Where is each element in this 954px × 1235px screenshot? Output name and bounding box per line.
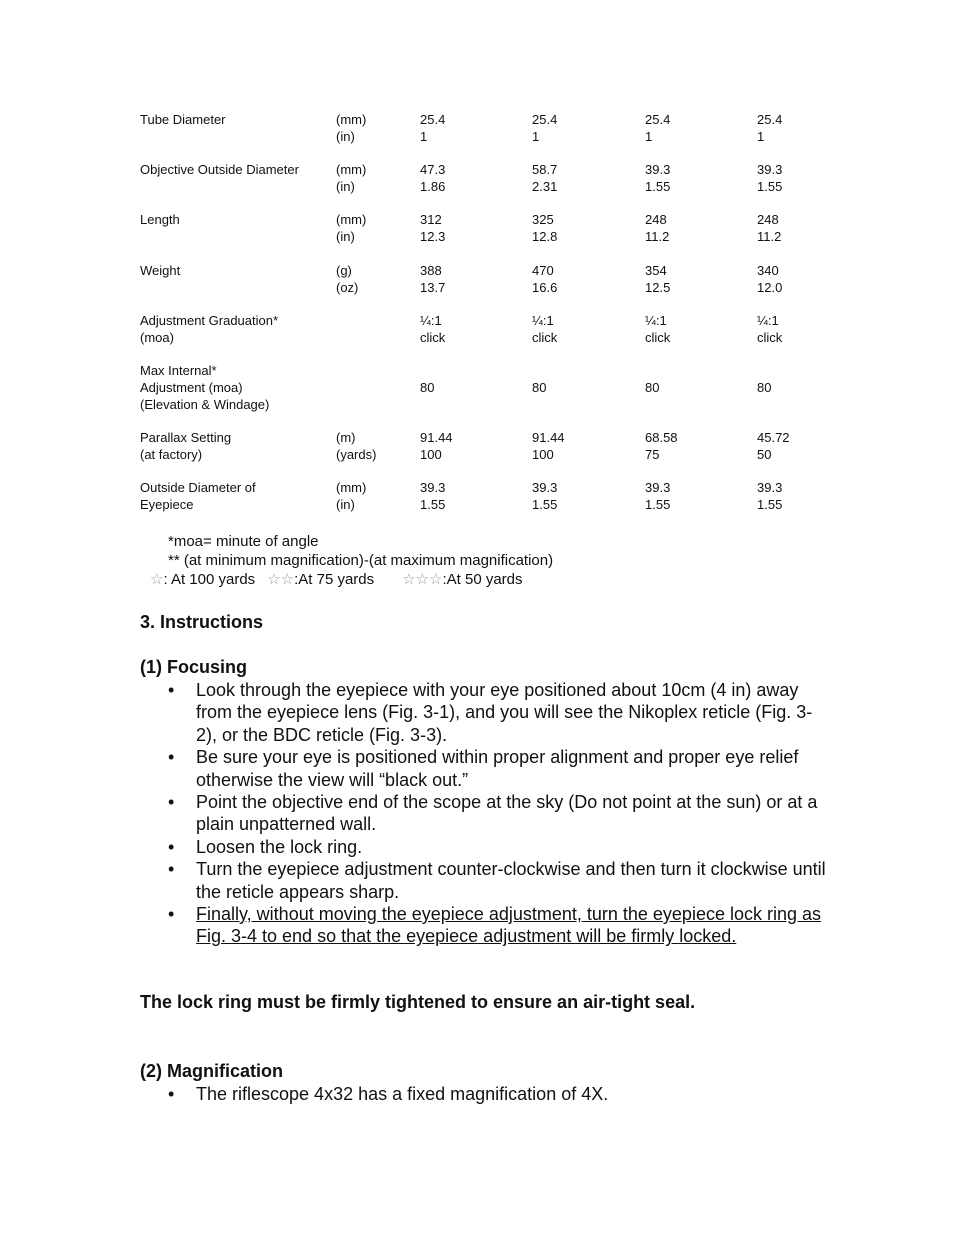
spec-label: Max Internal* Adjustment (moa) (Elevation & Windage) (140, 363, 270, 412)
spec-value: 45.72 50 (757, 430, 790, 462)
spec-value: ¼:1 click (420, 313, 446, 345)
spec-label: Outside Diameter of Eyepiece (140, 480, 256, 512)
spec-value: 68.58 75 (645, 430, 678, 462)
spec-value: 248 11.2 (645, 212, 670, 244)
list-item: • Finally, without moving the eyepiece adjustment, turn the eyepiece lock ring as Fig. 3-4 to end so that the eyepiece adjustment will be firmly locked. (168, 904, 821, 947)
spec-value: 388 13.7 (420, 263, 446, 295)
spec-label: Adjustment Graduation* (moa) (140, 313, 279, 345)
spec-value: 39.3 1.55 (420, 480, 446, 512)
magnification-list (140, 1083, 830, 1105)
bullet-icon: • (168, 792, 175, 813)
spec-value: 25.4 1 (757, 112, 783, 144)
spec-value: 80 (757, 380, 772, 395)
spec-value: 248 11.2 (757, 212, 782, 244)
spec-unit: (mm) (in) (336, 162, 367, 194)
star-icon: ☆☆ (267, 571, 295, 588)
spec-value: 39.3 1.55 (645, 162, 671, 194)
spec-label: Tube Diameter (140, 112, 226, 127)
spec-value: ¼:1 click (532, 313, 558, 345)
spec-label: Objective Outside Diameter (140, 162, 299, 177)
spec-value: 325 12.8 (532, 212, 558, 244)
spec-label: Length (140, 212, 180, 227)
spec-value: 25.4 1 (645, 112, 671, 144)
section-title: 3. Instructions (140, 612, 264, 632)
spec-value: 312 12.3 (420, 212, 446, 244)
spec-value: 39.3 1.55 (757, 162, 783, 194)
spec-unit: (mm) (in) (336, 480, 367, 512)
list-item: • Look through the eyepiece with your eye positioned about 10cm (4 in) away from the eyepiece lens (Fig. 3-1), and you will see the Nikoplex reticle (Fig. 3-2), or the BDC reticle (Fig. 3-3). (168, 680, 813, 745)
star-legend-75: :At 75 yards (294, 571, 375, 588)
spec-value: 80 (532, 380, 547, 395)
spec-value: 39.3 1.55 (757, 480, 783, 512)
focusing-list (140, 679, 830, 948)
list-item: • The riflescope 4x32 has a fixed magnification of 4X. (168, 1084, 609, 1104)
spec-unit: (mm) (in) (336, 212, 367, 244)
magnification-heading: (2) Magnification (140, 1061, 283, 1081)
spec-value: 80 (420, 380, 435, 395)
lock-ring-warning: The lock ring must be firmly tightened to ensure an air-tight seal. (140, 992, 696, 1012)
spec-value: 39.3 1.55 (645, 480, 671, 512)
bullet-icon: • (168, 680, 175, 700)
star-legend-100: : At 100 yards (163, 571, 256, 588)
spec-notes (150, 532, 750, 589)
spec-label: Weight (140, 263, 181, 278)
list-item: • Point the objective end of the scope at the sky (Do not point at the sun) or at a plain unpatterned wall. (168, 792, 818, 835)
bullet-icon: • (168, 747, 175, 768)
spec-label: Parallax Setting (at factory) (140, 430, 232, 462)
star-icon: ☆☆☆ (402, 571, 443, 588)
spec-value: 25.4 1 (532, 112, 558, 144)
list-item: • Be sure your eye is positioned within proper alignment and proper eye relief otherwise the view will “black out.” (168, 747, 799, 790)
star-icon: ☆ (150, 571, 164, 588)
spec-unit: (m) (yards) (336, 430, 377, 462)
spec-value: 25.4 1 (420, 112, 446, 144)
spec-value: 340 12.0 (757, 263, 783, 295)
spec-unit: (g) (oz) (336, 263, 359, 295)
spec-value: ¼:1 click (757, 313, 783, 345)
spec-value: 80 (645, 380, 660, 395)
spec-value: 354 12.5 (645, 263, 671, 295)
spec-value: 47.3 1.86 (420, 162, 446, 194)
note-parallax-stars (150, 570, 750, 589)
bullet-icon: • (168, 859, 175, 880)
spec-value: 58.7 2.31 (532, 162, 558, 194)
note-magnification: ** (at minimum magnification)-(at maximum magnification) (168, 552, 554, 569)
star-legend-50: :At 50 yards (442, 571, 523, 588)
spec-value: 39.3 1.55 (532, 480, 558, 512)
list-item: • Loosen the lock ring. (168, 836, 363, 857)
bullet-icon: • (168, 1084, 175, 1104)
spec-value: 91.44 100 (420, 430, 453, 462)
spec-unit: (mm) (in) (336, 112, 367, 144)
spec-value: 470 16.6 (532, 263, 558, 295)
bullet-icon: • (168, 904, 175, 925)
spec-value: ¼:1 click (645, 313, 671, 345)
bullet-icon: • (168, 836, 175, 857)
note-moa: *moa= minute of angle (168, 533, 319, 550)
list-item: • Turn the eyepiece adjustment counter-clockwise and then turn it clockwise until the reticle appears sharp. (168, 859, 826, 902)
focusing-heading: (1) Focusing (140, 657, 247, 677)
spec-value: 91.44 100 (532, 430, 565, 462)
